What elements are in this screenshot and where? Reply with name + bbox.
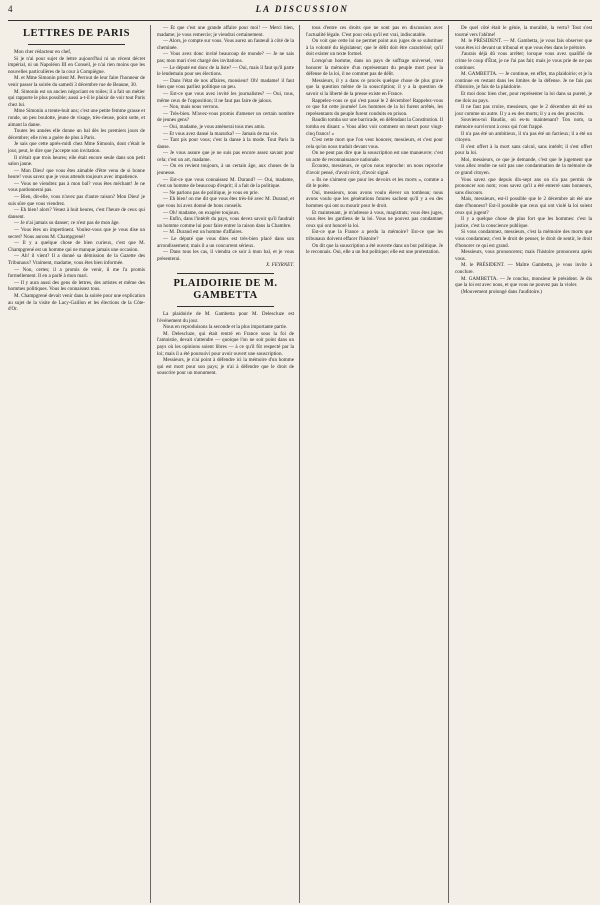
paragraph: On dit que la souscription a été ouverte dans un but politique. Je le reconnais. Oui, elle a un but politique; elle est une protestation.: [306, 242, 443, 256]
column-4: [455, 25, 592, 903]
paragraph: C'est cette mort que l'on veut honorer, messieurs, et c'est pour cela qu'on nous traduit devant vous.: [306, 137, 443, 150]
paragraph: — Oui, madame, je vous amènerai tous mes amis.: [163, 123, 266, 130]
paragraph: — Enfin, dans l'intérêt du pays, vous devez savoir qu'il faudrait un homme comme lui pour faire entrer la raison dans la Chambre.: [157, 216, 294, 229]
paragraph: Souviens-toi Baudin, où es-tu maintenant? Ton nom, ta mémoire survivront à ceux qui t'ont frappé.: [455, 117, 592, 130]
article-headline-lettres: LETTRES DE PARIS: [22, 28, 130, 39]
paragraph: Toutes les années elle donne un bal dès les premiers jours de décembre; elle n'en a guère de plus à Paris.: [8, 128, 145, 141]
paragraph: — Ne parlons pas de politique, je vous en prie.: [163, 189, 259, 196]
headline-rule-2: [177, 306, 274, 307]
paragraph: M. GAMBETTA. — Je continue, en effet, ma plaidoirie; et je la continue en restant dans les limites de la défense. Je ne fais pas d'histoire, je fais de la plaidoirie.: [455, 71, 592, 91]
paragraph: — Le député est donc de la liste? — Oui, mais il faut qu'il parte le lendemain pour ses élections.: [157, 64, 294, 78]
paragraph: Est-ce que la France a perdu la mémoire? Est-ce que les tribunaux doivent effacer l'histoire?: [306, 229, 443, 242]
paragraph: Mon cher rédacteur en chef,: [14, 49, 72, 55]
paragraph: — On en revient toujours, à un certain âge, aux choses de la jeunesse.: [157, 163, 294, 177]
paragraph: Messieurs, il y a dans ce procès quelque chose de plus grave que la question même de la souscription; il y a la question de savoir si la liberté de la presse existe en France.: [306, 77, 443, 97]
paragraph: « Ils ne s'aiment que pour les devoirs et les morts », comme a dit le poète.: [306, 176, 443, 190]
paragraph: Écoutez, messieurs, ce qu'on nous reproche: on nous reproche d'avoir pensé, d'avoir écrit, d'avoir signé.: [306, 163, 443, 177]
paragraph: — Non, certes; il a promis de venir, il me l'a promis formellement. Il en a parlé à mon mari.: [8, 266, 145, 280]
column-2-body-bottom: [157, 311, 294, 377]
paragraph: On ne peut pas dire que la souscription est une manœuvre; c'est un acte de reconnaissance nationale.: [306, 150, 443, 163]
paragraph: — Alors, je compte sur vous. Vous aurez un fauteuil à côté de la cheminée.: [157, 38, 294, 51]
column-2: [157, 25, 300, 903]
column-4-body: [455, 25, 592, 295]
masthead: LA DISCUSSION: [255, 4, 349, 14]
paragraph: — M. Durand est un homme d'affaires.: [163, 229, 243, 236]
paragraph: — Et que c'est une grande affaire pour moi! — Merci bien, madame; je vous remercie; je viendrai certainement.: [157, 25, 294, 38]
paragraph: M. Champgrené devait venir dans la soirée pour une explication au sujet de la visite de Lacy-Gaillon et les élections de la Côte-d'Or.: [8, 292, 145, 313]
paragraph: — Vous ne viendrez pas à mon bal? vous êtes méchant! Je ne vous pardonnerai pas.: [8, 180, 145, 194]
paragraph: — Il y a quelque chose de bien curieux, c'est que M. Champgrené est un homme qui ne manque jamais une occasion.: [8, 240, 145, 253]
paragraph: — Il y aura aussi des gens de lettres, des artistes et même des hommes politiques. Vous les connaissez tous.: [8, 279, 145, 293]
paragraph: Messieurs, vous prononcerez; mais l'histoire prononcera après vous.: [455, 249, 592, 262]
paragraph: — Tant pis pour vous; c'est la danse à la mode. Tout Paris la danse.: [157, 137, 294, 150]
column-2-body-top: [157, 25, 294, 269]
paragraph: tous d'entre ces droits que ne sont pas en discussion avec l'actualité légale. C'est pour cela qu'il est vrai, indiscutable.: [306, 25, 443, 38]
paragraph: M. le PRÉSIDENT. — M. Gambetta, je vous fais observer que vous êtes ici devant un tribunal et que vous êtes dans le prétoire.: [455, 38, 592, 51]
column-1: [8, 25, 151, 903]
paragraph: — Mon Dieu! que vous êtes aimable d'être venu de si bonne heure! vous savez que je vous attends toujours avec impatience.: [8, 167, 145, 181]
paragraph: — Je vous assure que je ne suis pas encore assez savant pour cela; c'est un art, madame.: [157, 150, 294, 163]
paragraph: M. GAMBETTA. — Je conclus, monsieur le président. Je dis que la loi est avec nous, et que vous ne pouvez pas la violer.: [455, 275, 592, 289]
paragraph: Moi, messieurs, ce que je demande, c'est que le jugement que vous allez rendre ne soit pas une condamnation de la mémoire de ce grand citoyen.: [455, 156, 592, 177]
paragraph: — Bien, dit-elle, vous n'avez pas d'autre raison? Mon Dieu! je suis sûre que vous viendrez.: [8, 194, 145, 207]
columns: [8, 25, 592, 903]
paragraph: Lorsqu'un homme, dans un pays de suffrage universel, veut honorer la mémoire d'un représentant du peuple mort pour la défense de la loi, il ne commet pas de délit.: [306, 57, 443, 78]
paragraph: — Non, mais nous verrons.: [163, 104, 220, 111]
section-rule: [177, 273, 274, 274]
paragraph: — Ah! il vient? Il a donné sa démission de la Gazette des Tribunaux? Vraiment, madame, vous êtes bien informée.: [8, 253, 145, 266]
paragraph: Mais, messieurs, est-il possible que le 2 décembre ait été une date d'honneur? Est-il possible que ceux qui ont violé la loi soient ceux qui jugent?: [455, 196, 592, 216]
paragraph: Rappelez-vous ce qui s'est passé le 2 décembre! Rappelez-vous ce que fut cette journée! Les hommes de la loi furent arrêtés, les représentants du peuple furent conduits en prison.: [306, 97, 443, 117]
paragraph: — Je n'ai jamais su danser; ce n'est pas de mon âge.: [14, 220, 120, 227]
paragraph: — Et vous avez dansé la mazurka? — Jamais de ma vie.: [163, 130, 279, 137]
paragraph: Nous en reproduisons la seconde et la plus importante partie.: [163, 324, 288, 331]
paragraph: Il n'a pas été un ambitieux, il n'a pas été un factieux; il a été un citoyen.: [455, 130, 592, 144]
paragraph: — Très-bien. M'avez-vous promis d'amener un certain nombre de jeunes gens?: [157, 110, 294, 124]
page-header: [8, 4, 592, 21]
paragraph: M. le PRÉSIDENT. — Maître Gambetta, je vous invite à conclure.: [455, 262, 592, 275]
column-3: [306, 25, 449, 903]
paragraph: La plaidoirie de M. Gambetta pour M. Delescluze est l'événement du jour.: [157, 310, 294, 324]
paragraph: — Est-ce que vous connaissez M. Durand? — Oui, madame, c'est un homme de beaucoup d'esprit; il a fait de la politique.: [157, 176, 294, 190]
paragraph: Messieurs, je n'ai point à défendre ici la mémoire d'un homme qui est mort pour son pays; je n'ai à défendre que le droit de souscrire pour un monument.: [157, 357, 294, 377]
paragraph: M. et Mme Simonin prient M. Perrout de leur faire l'honneur de venir passer la soirée du samedi 3 décembre rue de Beaune, 30.: [8, 75, 145, 88]
paragraph: De quel côté était le génie, la moralité, la vertu? Tout s'est tourné vers l'abîme!: [455, 25, 592, 38]
paragraph: — Dans l'état de nos affaires, monsieur! Oh! madame! il faut bien que vous parliez politique un peu.: [157, 77, 294, 91]
page-number: 4: [8, 4, 13, 14]
paragraph: M. Simonin est un ancien négociant en toiles; il a fait un métier qui rapporte le plus possible; aussi a-t-il le plaisir de voir tout Paris chez lui.: [8, 88, 145, 108]
paragraph: Et maintenant, je m'adresse à vous, magistrats; vous êtes juges, vous êtes les gardiens de la loi. Vous ne pouvez pas condamner ceux qui ont honoré la loi.: [306, 209, 443, 229]
paragraph: — Vous avez donc invité beaucoup de monde? — Je ne sais pas; mon mari s'est chargé des invitations.: [157, 51, 294, 64]
paragraph: (Mouvement prolongé dans l'auditoire.): [461, 288, 542, 295]
paragraph: Mme Simonin a trente-huit ans; c'est une petite femme grasse et ronde, un peu boulotte, jeune de visage, très-rieuse, point sotte, et aimant la danse.: [8, 108, 145, 128]
paragraph: M. Delescluze, qui était rentré en France sous la foi de l'amnistie, devait s'attendre — quoique l'on ne soit point dans un pays où les opinions soient libres — à ce qu'il fût respecté par la loi; mais il a été poursuivi pour avoir ouvert une souscription.: [157, 330, 294, 357]
paragraph: Vous savez que depuis dix-sept ans on n'a pas permis de prononcer son nom; vous savez qu'il a été enterré sans honneurs, sans discours.: [455, 176, 592, 196]
paragraph: Oui, messieurs, nous avons voulu élever un tombeau; nous avons voulu que les générations futures sachent qu'il y a eu des hommes qui ont su mourir pour le droit.: [306, 189, 443, 210]
paragraph: — Dans tous les cas, il viendra ce soir à mon bal, et je vous présenterai.: [157, 249, 294, 262]
paragraph: — Vous êtes un impertinent. Voulez-vous que je vous dise un secret? Nous aurons M. Champgrené!: [8, 227, 145, 240]
paragraph: — Est-ce que vous avez invité les journalistes? — Oui, tous, même ceux de l'opposition; il ne faut pas faire de jaloux.: [157, 90, 294, 104]
paragraph: — Eh bien! alors? Venez à huit heures, c'est l'heure de ceux qui dansent.: [8, 207, 145, 220]
paragraph: Il y a quelque chose de plus fort que les hommes: c'est la justice, c'est la conscience publique.: [455, 216, 592, 229]
paragraph: J'aurais déjà dû vous arrêter; lorsque vous avez qualifié de crime le coup d'État, je ne l'ai pas fait; mais je vous prie de ne pas continuer.: [455, 51, 592, 71]
article-headline-gambetta: PLAIDOIRIE DE M. GAMBETTA: [173, 277, 278, 301]
paragraph: Il n'était que trois heures; elle était encore seule dans son petit salon jaune.: [8, 154, 145, 168]
paragraph: — Le député que vous dites est très-bien placé dans son arrondissement; mais il a un concurrent sérieux.: [157, 236, 294, 249]
column-1-body: [8, 49, 145, 313]
paragraph: Il s'est offert à la mort sans calcul, sans intérêt; il s'est offert pour la loi.: [455, 143, 592, 157]
paragraph: Baudin tomba sur une barricade, en défendant la Constitution. Il tomba en disant: « Vous allez voir comment on meurt pour vingt-cinq francs! »: [306, 117, 443, 137]
paragraph: Il ne faut pas croire, messieurs, que le 2 décembre ait été un jour comme un autre. Il y a eu des morts; il y a eu des proscrits.: [455, 104, 592, 117]
paragraph: X. FEYRNET.: [265, 262, 294, 269]
paragraph: Si vous condamnez, messieurs, c'est la mémoire des morts que vous condamnez; c'est le droit de penser, le droit de sentir, le droit d'honorer ce qui est grand.: [455, 229, 592, 249]
column-3-body: [306, 25, 443, 256]
headline-rule: [28, 44, 125, 45]
paragraph: Et moi donc bien cher, pour représenter la loi dans sa pureté, je me dois au pays.: [455, 90, 592, 104]
paragraph: — Eh bien! on me dit que vous êtes très-lié avec M. Durand, et que vous lui avez donné de bons conseils.: [157, 196, 294, 210]
paragraph: Je sais que cette après-midi chez Mme Simonin, dont c'était le jour, peut, le dire que j'accepte son invitation.: [8, 141, 145, 154]
paragraph: — Oh! madame, on exagère toujours.: [163, 209, 240, 216]
paragraph: On voit que cette loi ne permet point aux juges de se substituer à la volonté du législateur; que le délit doit être caractérisé; qu'il doit exister un texte formel.: [306, 38, 443, 58]
paragraph: Si je n'ai pour sujet de lettre aujourd'hui ni un récent décret impérial, ni un Napoléon III en Conseil, je n'ai rien moins que les nouvelles particulières de la cour à Compiègne.: [8, 55, 145, 75]
